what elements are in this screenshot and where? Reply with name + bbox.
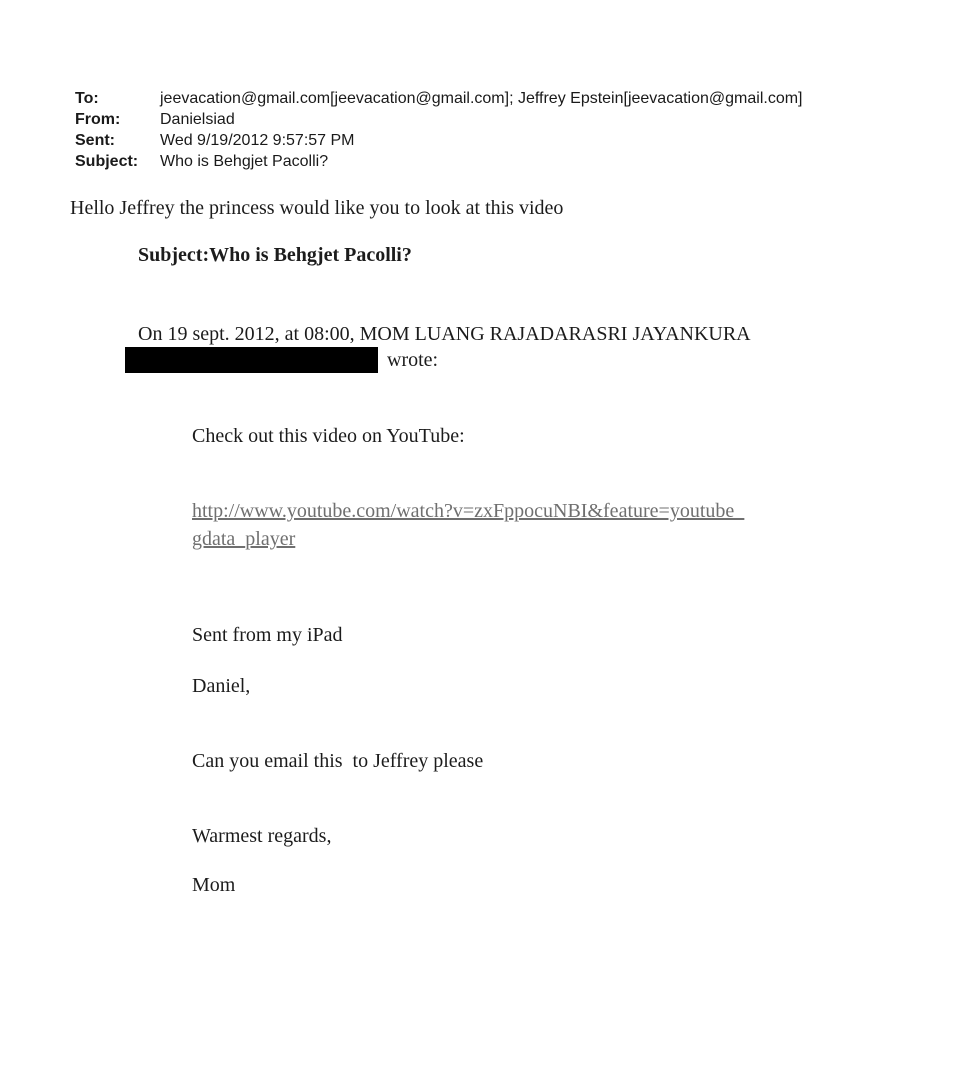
greeting-text: Hello Jeffrey the princess would like you to look at this video [70,197,564,219]
subject-label: Subject: [75,153,139,170]
header-row-to [75,88,803,109]
youtube-video-link[interactable] [192,497,744,553]
sent-value: Wed 9/19/2012 9:57:57 PM [160,132,355,149]
redaction-bar [125,347,378,373]
daniel-signature: Daniel, [192,675,251,697]
from-value: Danielsiad [160,111,235,128]
mom-signature: Mom [192,874,236,896]
forwarded-subject-line: Subject:Who is Behgjet Pacolli? [138,244,412,266]
quote-attribution-redacted-line [125,347,438,373]
youtube-link-line2: gdata_player [192,528,296,550]
to-value: jeevacation@gmail.com[jeevacation@gmail.com]; Jeffrey Epstein[jeevacation@gmail.com] [160,90,803,107]
request-text: Can you email this to Jeffrey please [192,750,484,772]
youtube-link-line1: http://www.youtube.com/watch?v=zxFppocuNBI&feature=youtube_ [192,500,745,522]
video-intro-text: Check out this video on YouTube: [192,425,465,447]
header-row-sent [75,130,803,151]
from-label: From: [75,111,121,128]
wrote-text: wrote: [387,349,439,371]
quote-attribution-line: On 19 sept. 2012, at 08:00, MOM LUANG RAJADARASRI JAYANKURA [138,323,751,345]
header-row-from [75,109,803,130]
subject-value: Who is Behgjet Pacolli? [160,153,329,170]
sent-label: Sent: [75,132,115,149]
email-header [75,88,803,172]
header-row-subject [75,151,803,172]
regards-text: Warmest regards, [192,825,332,847]
sent-from-ipad-text: Sent from my iPad [192,624,343,646]
to-label: To: [75,90,99,107]
